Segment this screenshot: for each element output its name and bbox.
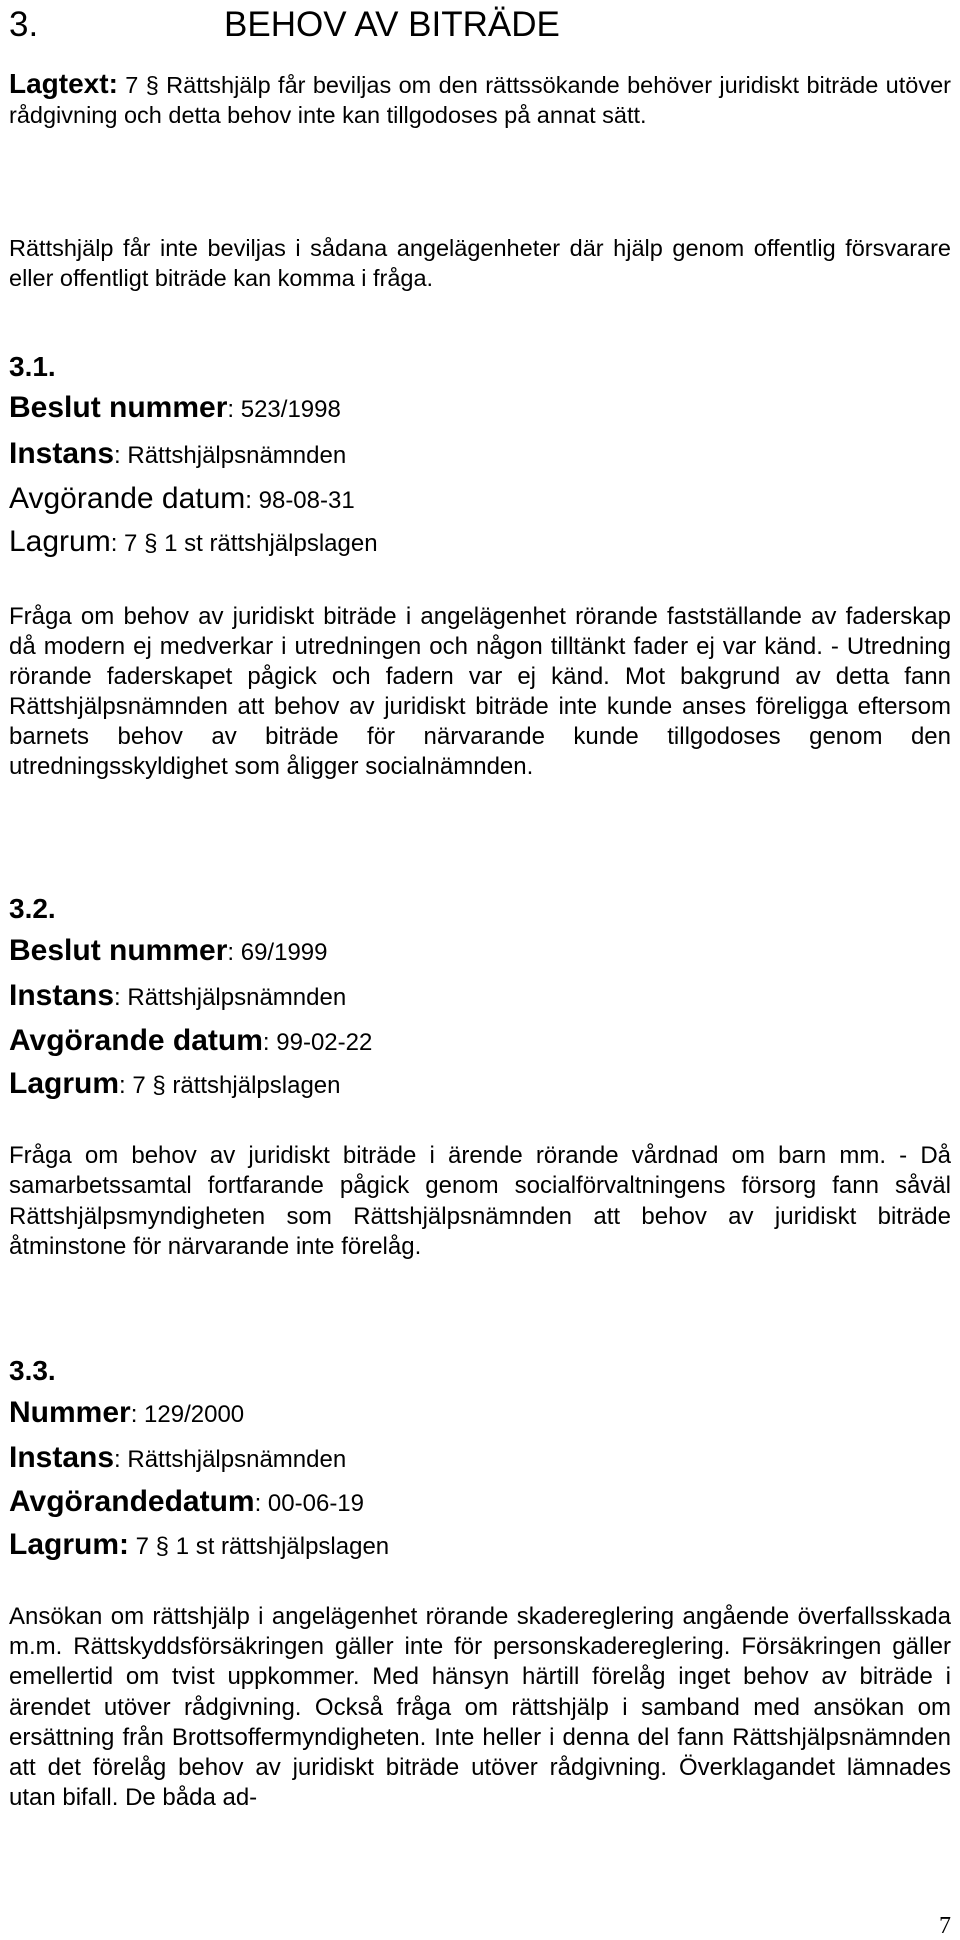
case-summary: Ansökan om rättshjälp i angelägenhet rörande skadereglering angående överfallsskada m.m. Rättskyddsförsäkringen gäller inte för personskadereglering. Försäkringen gäller emellertid om tvist uppkommer. Med hänsyn härtill förelåg inget behov av biträde i ärendet utöver rådgivning. Också fråga om rättshjälp i samband med ansökan om ersättning från Brottsoffermyndigheten. Inte heller i denna del fann Rättshjälpsnämnden att det förelåg behov av juridiskt biträde utöver rådgivning. Överklagandet lämnades utan bifall. De båda ad- — [9, 1603, 951, 1812]
case-date — [9, 482, 355, 518]
document-page — [9, 0, 951, 1940]
case-number: 3.2. — [9, 893, 56, 924]
case-decision-number — [9, 1396, 244, 1432]
chapter-heading — [9, 4, 560, 46]
case-date — [9, 1485, 364, 1521]
case-instans — [9, 979, 346, 1015]
case-decision-number — [9, 391, 341, 427]
case-date-value: : 00-06-19 — [254, 1490, 364, 1517]
case-lagrum-label: Lagrum — [9, 1067, 120, 1100]
case-id-value: : 69/1999 — [227, 939, 328, 966]
intro-paragraph: Rättshjälp får inte beviljas i sådana angelägenheter där hjälp genom offentlig försvarare eller offentligt biträde kan komma i fråga. — [9, 235, 951, 291]
case-date-value: : 98-08-31 — [245, 487, 355, 514]
case-lagrum — [9, 1067, 341, 1103]
lagtext-label: Lagtext: — [9, 68, 118, 99]
case-id-label: Beslut nummer — [9, 391, 228, 424]
case-instans-label: Instans — [9, 979, 115, 1012]
case-instans — [9, 437, 346, 473]
case-date — [9, 1024, 372, 1060]
case-id-value: : 523/1998 — [227, 396, 341, 423]
case-instans-value: : Rättshjälpsnämnden — [114, 442, 347, 469]
case-date-value: : 99-02-22 — [262, 1029, 373, 1056]
chapter-title: BEHOV AV BITRÄDE — [224, 5, 560, 44]
case-lagrum-value: : 7 § rättshjälpslagen — [119, 1072, 341, 1099]
case-decision-number — [9, 934, 327, 970]
case-date-label: Avgörande datum — [9, 1024, 263, 1057]
case-date-label: Avgörande datum — [9, 482, 246, 515]
lagtext-text: 7 § Rättshjälp får beviljas om den rättssökande behöver juridiskt biträde utöver rådgivning och detta behov inte kan tillgodoses på annat sätt. — [9, 72, 951, 129]
case-number: 3.3. — [9, 1355, 56, 1386]
case-instans — [9, 1441, 346, 1477]
case-lagrum — [9, 525, 378, 561]
case-id-value: : 129/2000 — [130, 1401, 245, 1428]
case-id-label: Beslut nummer — [9, 934, 228, 967]
case-summary: Fråga om behov av juridiskt biträde i ärende rörande vårdnad om barn mm. - Då samarbetssamtal fortfarande pågick genom socialförvaltningens försorg fann såväl Rättshjälpsmyndigheten som Rättshjälpsnämnden att behov av juridiskt biträde åtminstone för närvarande inte förelåg. — [9, 1142, 951, 1260]
case-lagrum — [9, 1528, 389, 1564]
case-lagrum-label: Lagrum: — [9, 1528, 129, 1561]
page-number: 7 — [939, 1913, 951, 1939]
case-instans-value: : Rättshjälpsnämnden — [114, 984, 347, 1011]
case-date-label: Avgörandedatum — [9, 1485, 255, 1518]
case-lagrum-value: 7 § 1 st rättshjälpslagen — [129, 1533, 390, 1560]
case-lagrum-label: Lagrum — [9, 525, 111, 558]
case-id-label: Nummer — [9, 1396, 131, 1429]
case-number: 3.1. — [9, 351, 56, 382]
case-lagrum-value: : 7 § 1 st rättshjälpslagen — [110, 530, 378, 557]
chapter-number: 3. — [9, 5, 39, 44]
lagtext-paragraph — [9, 69, 951, 130]
case-summary: Fråga om behov av juridiskt biträde i angelägenhet rörande fastställande av faderskap då modern ej medverkar i utredningen och någon tilltänkt fader ej var känd. - Utredning rörande faderskapet pågick och fadern var ej känd. Mot bakgrund av detta fann Rättshjälpsnämnden att behov av juridiskt biträde inte kunde anses föreligga eftersom barnets behov av biträde för närvarande kunde tillgodoses genom den utredningsskyldighet som åligger socialnämnden. — [9, 603, 951, 781]
case-instans-label: Instans — [9, 437, 115, 470]
case-instans-label: Instans — [9, 1441, 115, 1474]
case-instans-value: : Rättshjälpsnämnden — [114, 1446, 347, 1473]
